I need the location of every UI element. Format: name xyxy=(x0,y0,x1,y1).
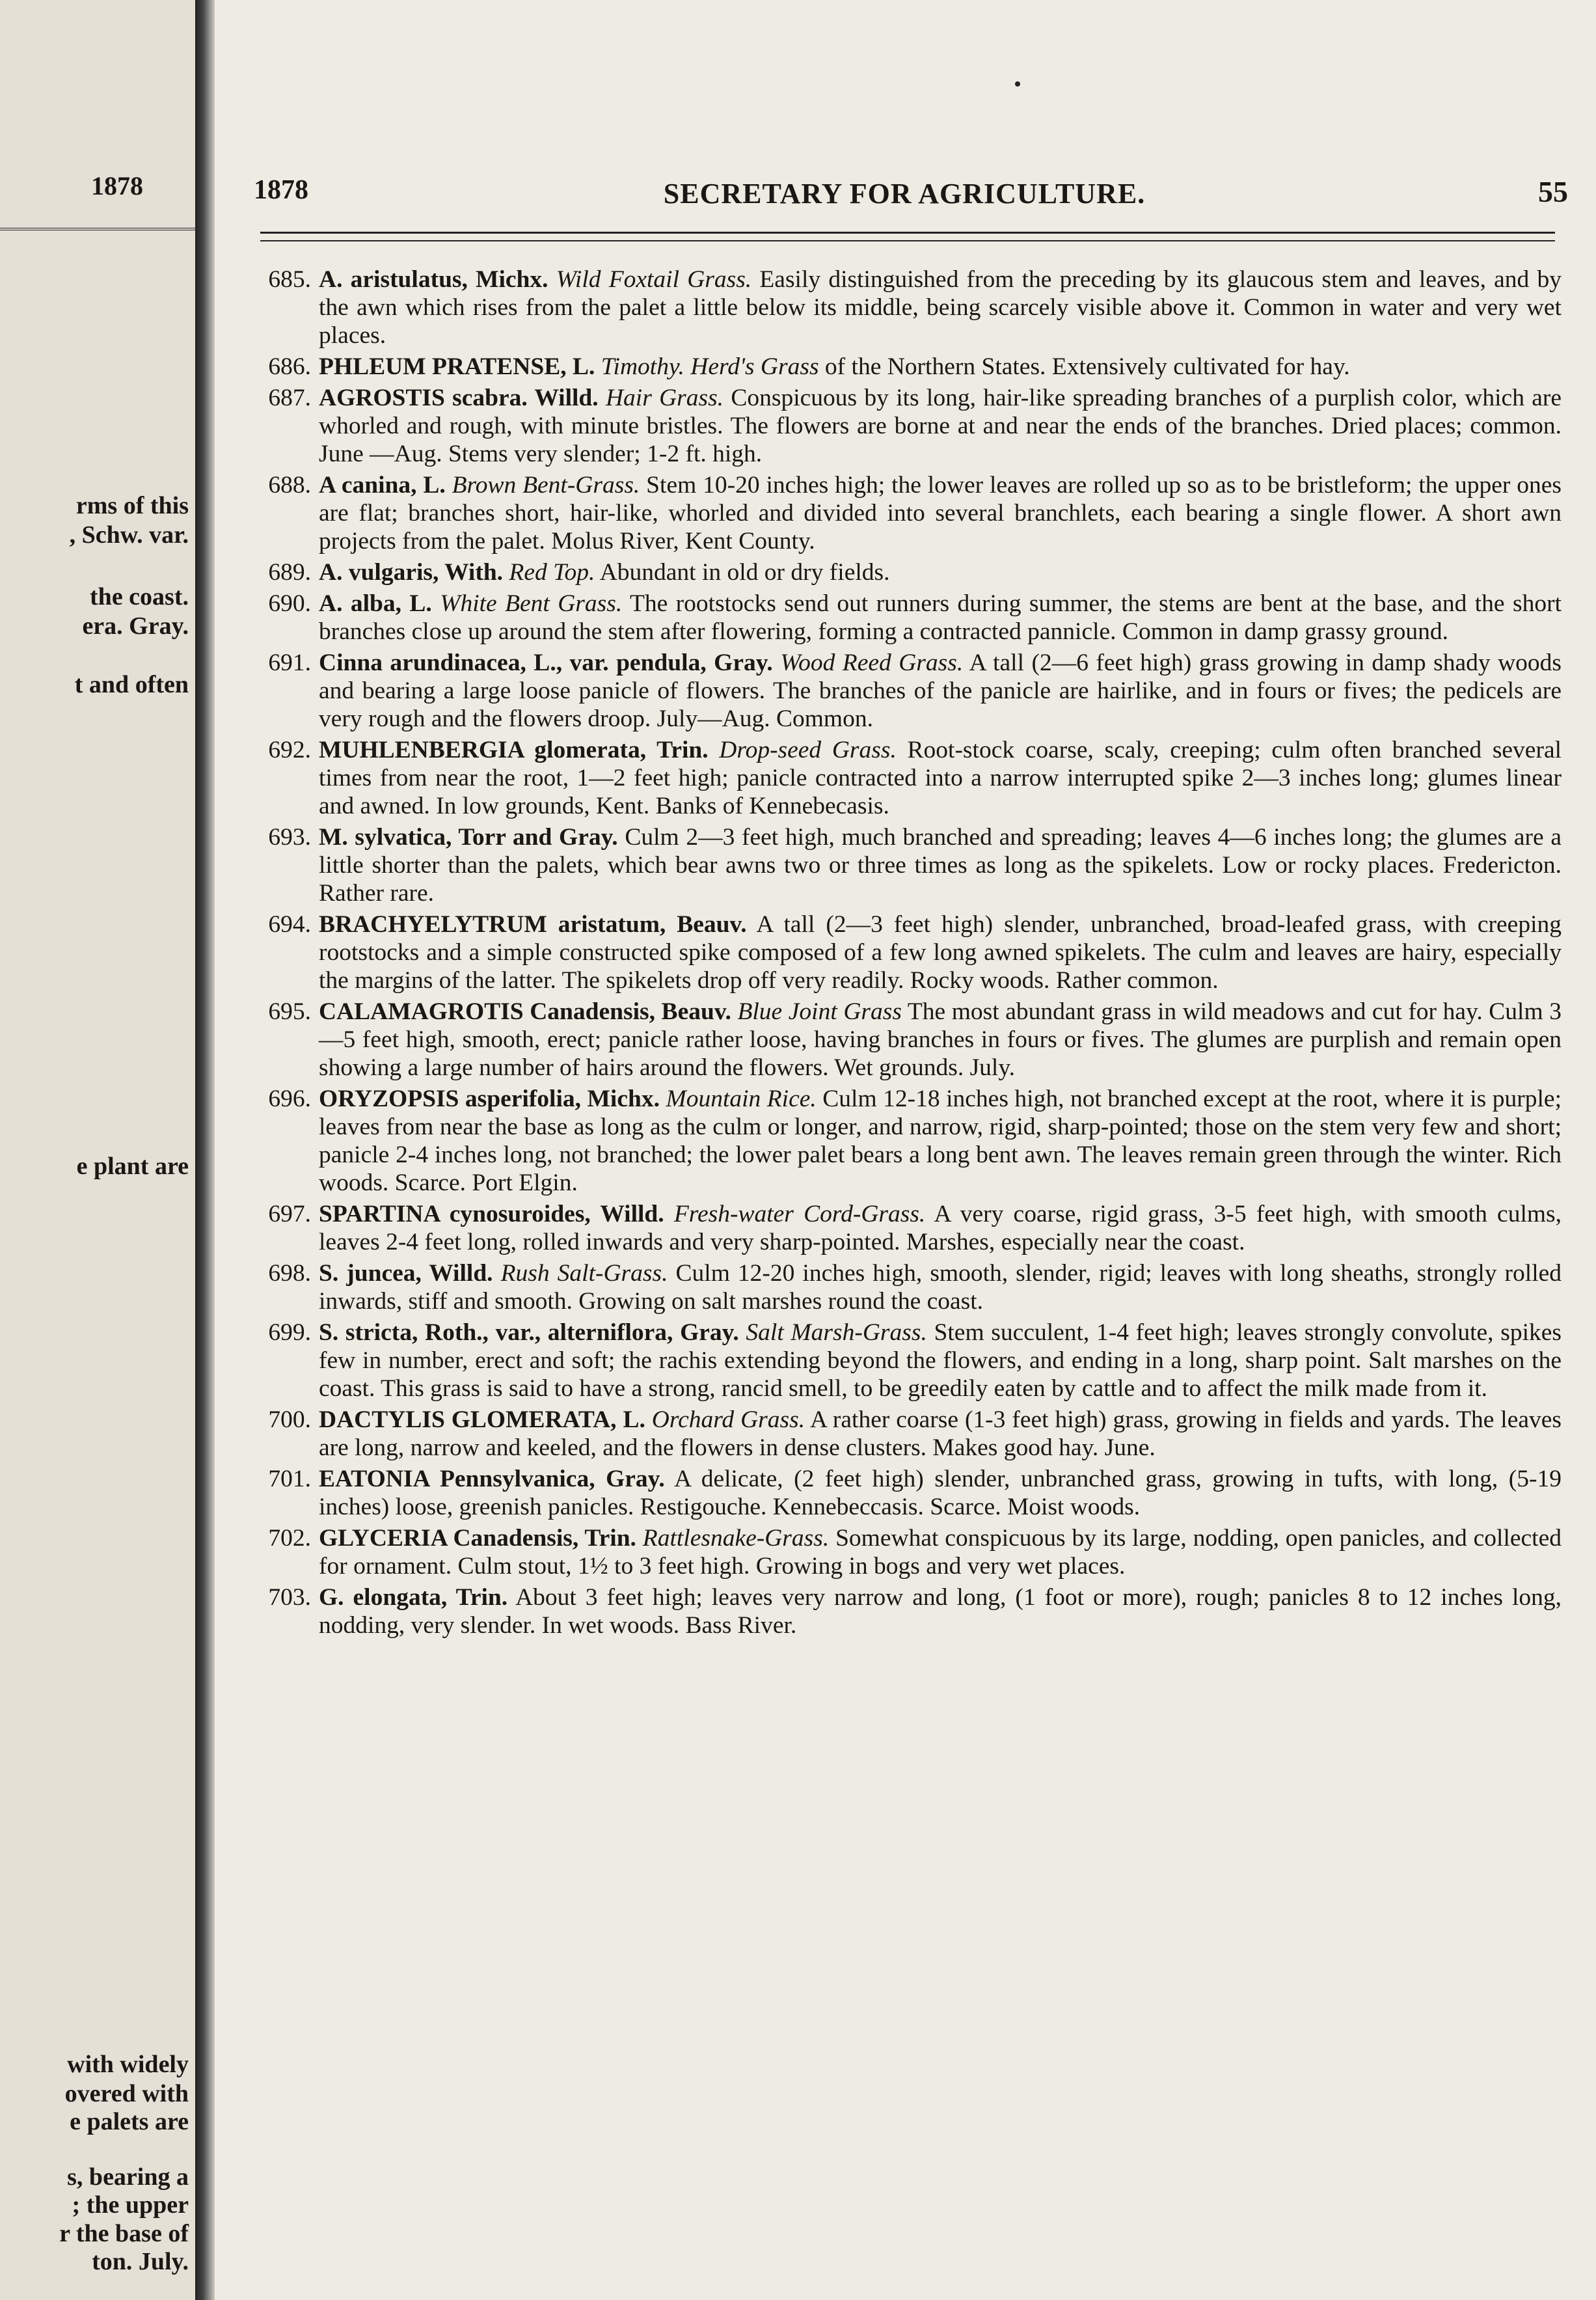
species-description: The rootstocks send out runners during summer, the stems are bent at the base, and the short branches close up around the stem after flowering, forming a contracted pannicle. Common in damp grassy ground. xyxy=(319,590,1562,645)
species-entry xyxy=(241,649,1562,733)
entry-number: 700. xyxy=(268,1406,311,1433)
species-entry xyxy=(241,558,1562,586)
common-name: Rattlesnake-Grass. xyxy=(642,1525,830,1552)
common-name: Drop-seed Grass. xyxy=(719,737,897,763)
species-name: MUHLENBERGIA glomerata, Trin. xyxy=(319,737,709,763)
species-description: Conspicuous by its long, hair-like spreading branches of a purplish color, which are whorled and rough, with minute bristles. The flowers are borne at and near the ends of the branches. Dried places; common. June —Aug. Stems very slender; 1-2 ft. high. xyxy=(319,385,1562,467)
species-entry xyxy=(241,1259,1562,1315)
entry-number: 688. xyxy=(268,472,311,499)
entry-number: 703. xyxy=(268,1584,311,1611)
common-name: Fresh-water Cord-Grass. xyxy=(673,1201,926,1227)
left-fragment-line: era. Gray. xyxy=(82,612,189,640)
main-page xyxy=(215,0,1596,2300)
left-fragment-line: with widely xyxy=(67,2051,189,2078)
common-name: Salt Marsh-Grass. xyxy=(746,1319,927,1346)
common-name: Brown Bent-Grass. xyxy=(452,472,640,499)
common-name: Wood Reed Grass. xyxy=(780,650,964,676)
left-page-fragment xyxy=(0,0,195,2300)
species-description: Culm 12-18 inches high, not branched except at the root, where it is purple; leaves from near the base as long as the culm or longer, and narrow, rigid, sharp-pointed; those on the stem very few and short; panicle 2-4 inches long, not branched; the lower palet bears a long bent awn. The leaves remain green through the winter. Rich woods. Scarce. Port Elgin. xyxy=(319,1086,1562,1196)
species-description: Stem 10-20 inches high; the lower leaves are rolled up so as to be bristleform; the upper ones are flat; branches short, hair-like, whorled and divided into several branchlets, each bearing a single flower. A short awn projects from the palet. Molus River, Kent County. xyxy=(319,472,1562,554)
left-fragment-line: e plant are xyxy=(76,1153,189,1180)
entry-number: 693. xyxy=(268,824,311,851)
left-fragment-line: , Schw. var. xyxy=(69,521,189,549)
common-name: Timothy. Herd's Grass xyxy=(601,353,819,380)
page-number: 55 xyxy=(1538,175,1568,208)
entry-number: 685. xyxy=(268,266,311,293)
running-title: SECRETARY FOR AGRICULTURE. xyxy=(663,178,1146,210)
book-gutter xyxy=(195,0,215,2300)
species-entry xyxy=(241,1406,1562,1462)
species-name: GLYCERIA Canadensis, Trin. xyxy=(319,1525,636,1552)
header-year: 1878 xyxy=(254,175,308,205)
species-entry xyxy=(241,353,1562,381)
species-name: A. vulgaris, With. xyxy=(319,559,504,586)
common-name: White Bent Grass. xyxy=(440,590,623,617)
species-description: Stem succulent, 1-4 feet high; leaves strongly convolute, spikes few in number, erect and soft; the rachis extending beyond the flowers, and ending in a long, sharp point. Salt marshes on the coast. This grass is said to have a strong, rancid smell, to be greedily eaten by cattle and to affect the milk made from it. xyxy=(319,1319,1562,1402)
entry-number: 689. xyxy=(268,559,311,586)
species-description: Root-stock coarse, scaly, creeping; culm often branched several times from near the root, 1—2 feet high; panicle contracted into a narrow interrupted spike 2—3 inches long; glumes linear and awned. In low grounds, Kent. Banks of Kennebecasis. xyxy=(319,737,1562,819)
species-entry xyxy=(241,736,1562,820)
entry-number: 694. xyxy=(268,911,311,938)
common-name: Blue Joint Grass xyxy=(737,998,902,1025)
species-description: Culm 2—3 feet high, much branched and spreading; leaves 4—6 inches long; the glumes are a little shorter than the palets, which bear awns two or three times as long as the spikelets. Low or rocky places. Fredericton. Rather rare. xyxy=(319,824,1562,907)
entry-number: 701. xyxy=(268,1466,311,1492)
species-name: PHLEUM PRATENSE, L. xyxy=(319,353,595,380)
species-description: A delicate, (2 feet high) slender, unbranched grass, growing in tufts, with long, (5-19 inches) loose, greenish panicles. Restigouche. Kennebeccasis. Scarce. Moist woods. xyxy=(319,1466,1562,1520)
species-entry xyxy=(241,1200,1562,1256)
species-description: A very coarse, rigid grass, 3-5 feet high, with smooth culms, leaves 2-4 feet long, rolled inwards and very sharp-pointed. Marshes, especially near the coast. xyxy=(319,1201,1562,1255)
grass-entries-list xyxy=(241,266,1562,1643)
species-description: A rather coarse (1-3 feet high) grass, growing in fields and yards. The leaves are long, narrow and keeled, and the flowers in dense clusters. Makes good hay. June. xyxy=(319,1406,1562,1461)
species-entry xyxy=(241,471,1562,555)
common-name: Wild Foxtail Grass. xyxy=(556,266,752,293)
common-name: Orchard Grass. xyxy=(651,1406,805,1433)
entry-number: 699. xyxy=(268,1319,311,1346)
species-name: M. sylvatica, Torr and Gray. xyxy=(319,824,618,851)
common-name: Hair Grass. xyxy=(605,385,724,411)
entry-number: 690. xyxy=(268,590,311,617)
left-fragment-line: rms of this xyxy=(75,492,189,519)
entry-number: 686. xyxy=(268,353,311,380)
species-entry xyxy=(241,1524,1562,1580)
species-name: SPARTINA cynosuroides, Willd. xyxy=(319,1201,664,1227)
species-description: of the Northern States. Extensively cultivated for hay. xyxy=(824,353,1350,380)
species-description: Culm 12-20 inches high, smooth, slender, rigid; leaves with long sheaths, strongly rolled inwards, stiff and smooth. Growing on salt marshes round the coast. xyxy=(319,1260,1562,1315)
species-description: A tall (2—3 feet high) slender, unbranched, broad-leafed grass, with creeping rootstocks and a simple constructed spike composed of a few long awned spikelets. The culm and leaves are hairy, especially the margins of the latter. The spikelets drop off very readily. Rocky woods. Rather common. xyxy=(319,911,1562,994)
page-header xyxy=(254,174,1568,220)
species-name: CALAMAGROTIS Canadensis, Beauv. xyxy=(319,998,731,1025)
species-name: DACTYLIS GLOMERATA, L. xyxy=(319,1406,645,1433)
entry-number: 696. xyxy=(268,1086,311,1112)
species-name: S. juncea, Willd. xyxy=(319,1260,493,1287)
species-entry xyxy=(241,266,1562,349)
common-name: Mountain Rice. xyxy=(666,1086,817,1112)
species-entry xyxy=(241,910,1562,994)
species-name: A. aristulatus, Michx. xyxy=(319,266,548,293)
species-name: S. stricta, Roth., var., alterniflora, Gray. xyxy=(319,1319,739,1346)
species-entry xyxy=(241,1319,1562,1403)
species-name: G. elongata, Trin. xyxy=(319,1584,508,1611)
species-entry xyxy=(241,1583,1562,1639)
entry-number: 692. xyxy=(268,737,311,763)
species-name: AGROSTIS scabra. Willd. xyxy=(319,385,599,411)
entry-number: 702. xyxy=(268,1525,311,1552)
left-fragment-line: e palets are xyxy=(70,2108,189,2135)
species-description: The most abundant grass in wild meadows and cut for hay. Culm 3—5 feet high, smooth, erect; panicle rather loose, having branches in fours or fives. The glumes are purplish and remain open showing a large number of hairs around the flowers. Wet grounds. July. xyxy=(319,998,1562,1081)
species-name: Cinna arundinacea, L., var. pendula, Gray. xyxy=(319,650,773,676)
species-description: Somewhat conspicuous by its large, nodding, open panicles, and collected for ornament. Culm stout, 1½ to 3 feet high. Growing in bogs and very wet places. xyxy=(319,1525,1562,1580)
species-description: About 3 feet high; leaves very narrow and long, (1 foot or more), rough; panicles 8 to 12 inches long, nodding, very slender. In wet woods. Bass River. xyxy=(319,1584,1562,1639)
entry-number: 687. xyxy=(268,385,311,411)
entry-number: 691. xyxy=(268,650,311,676)
species-entry xyxy=(241,823,1562,907)
species-name: ORYZOPSIS asperifolia, Michx. xyxy=(319,1086,660,1112)
species-entry xyxy=(241,1465,1562,1521)
header-rule xyxy=(260,232,1555,241)
left-fragment-line: overed with xyxy=(64,2080,189,2107)
species-entry xyxy=(241,384,1562,468)
left-fragment-line: r the base of xyxy=(59,2220,189,2247)
species-name: A. alba, L. xyxy=(319,590,432,617)
left-page-year: 1878 xyxy=(91,171,143,200)
left-fragment-line: s, bearing a xyxy=(67,2163,189,2191)
species-description: Abundant in old or dry fields. xyxy=(599,559,890,586)
entry-number: 695. xyxy=(268,998,311,1025)
left-fragment-line: t and often xyxy=(74,671,189,698)
left-fragment-line: ; the upper xyxy=(72,2191,189,2219)
species-entry xyxy=(241,1085,1562,1197)
left-fragment-line: the coast. xyxy=(90,583,189,610)
species-name: BRACHYELYTRUM aristatum, Beauv. xyxy=(319,911,747,938)
species-entry xyxy=(241,590,1562,646)
species-name: A canina, L. xyxy=(319,472,446,499)
entry-number: 698. xyxy=(268,1260,311,1287)
common-name: Red Top. xyxy=(509,559,595,586)
species-description: Easily distinguished from the preceding by its glaucous stem and leaves, and by the awn which rises from the palet a little below its middle, being scarcely visible above it. Common in water and very wet places. xyxy=(319,266,1562,349)
species-name: EATONIA Pennsylvanica, Gray. xyxy=(319,1466,665,1492)
left-header-rule xyxy=(0,228,195,230)
print-speck xyxy=(1015,81,1020,87)
species-description: A tall (2—6 feet high) grass growing in damp shady woods and bearing a large loose panicle of flowers. The branches of the panicle are hairlike, and in fours or fives; the pedicels are very rough and the flowers droop. July—Aug. Common. xyxy=(319,650,1562,732)
common-name: Rush Salt-Grass. xyxy=(500,1260,668,1287)
species-entry xyxy=(241,998,1562,1082)
entry-number: 697. xyxy=(268,1201,311,1227)
left-fragment-line: ton. July. xyxy=(92,2248,189,2275)
